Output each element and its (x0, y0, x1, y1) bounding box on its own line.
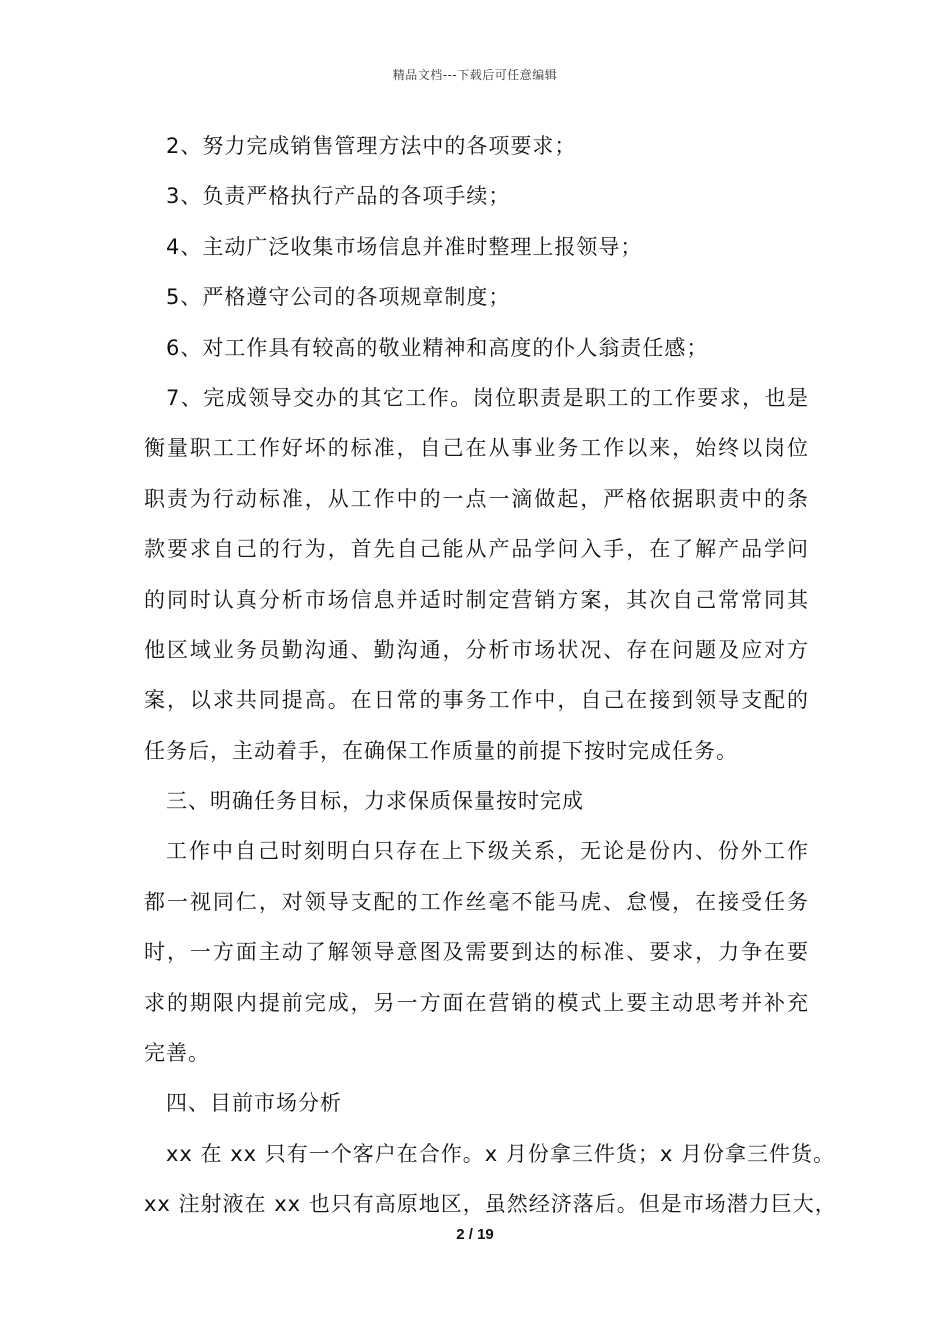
text-line: 求的期限内提前完成，另一方面在营销的模式上要主动思考并补充 (144, 990, 809, 1015)
text-line: 2、努力完成销售管理方法中的各项要求； (166, 134, 577, 158)
text-line: 完善。 (144, 1041, 210, 1066)
text-line: 任务后，主动着手，在确保工作质量的前提下按时完成任务。 (144, 738, 738, 763)
text-line: 他区域业务员勤沟通、勤沟通，分析市场状况、存在问题及应对方 (144, 637, 809, 662)
text-line: 工作中自己时刻明白只存在上下级关系，无论是份内、份外工作 (166, 839, 809, 864)
text-line: 都一视同仁，对领导支配的工作丝毫不能马虎、怠慢，在接受任务 (144, 889, 809, 914)
text-line: 7、完成领导交办的其它工作。岗位职责是职工的工作要求，也是 (166, 385, 809, 410)
text-line: xx 在 xx 只有一个客户在合作。x 月份拿三件货；x 月份拿三件货。 (166, 1141, 835, 1166)
text-line: 5、严格遵守公司的各项规章制度； (166, 285, 511, 310)
text-line: 3、负责严格执行产品的各项手续； (166, 184, 511, 209)
section-heading: 四、目前市场分析 (166, 1091, 342, 1116)
page-number: 2 / 19 (456, 1226, 494, 1243)
section-heading: 三、明确任务目标，力求保质保量按时完成 (166, 789, 584, 814)
text-line: 6、对工作具有较高的敬业精神和高度的仆人翁责任感； (166, 335, 709, 360)
text-line: 衡量职工工作好坏的标准，自己在从事业务工作以来，始终以岗位 (144, 436, 809, 461)
page-header: 精品文档---下载后可任意编辑 (392, 68, 558, 82)
text-line: 案，以求共同提高。在日常的事务工作中，自己在接到领导支配的 (144, 688, 809, 713)
text-line: 4、主动广泛收集市场信息并准时整理上报领导； (166, 234, 643, 259)
text-line: 的同时认真分析市场信息并适时制定营销方案，其次自己常常同其 (144, 587, 809, 612)
text-line: 款要求自己的行为，首先自己能从产品学问入手，在了解产品学问 (144, 537, 809, 562)
text-line: 职责为行动标准，从工作中的一点一滴做起，严格依据职责中的条 (144, 486, 809, 511)
text-line: xx 注射液在 xx 也只有高原地区，虽然经济落后。但是市场潜力巨大， (144, 1192, 837, 1217)
text-line: 时，一方面主动了解领导意图及需要到达的标准、要求，力争在要 (144, 940, 809, 965)
document-body (144, 128, 837, 1237)
